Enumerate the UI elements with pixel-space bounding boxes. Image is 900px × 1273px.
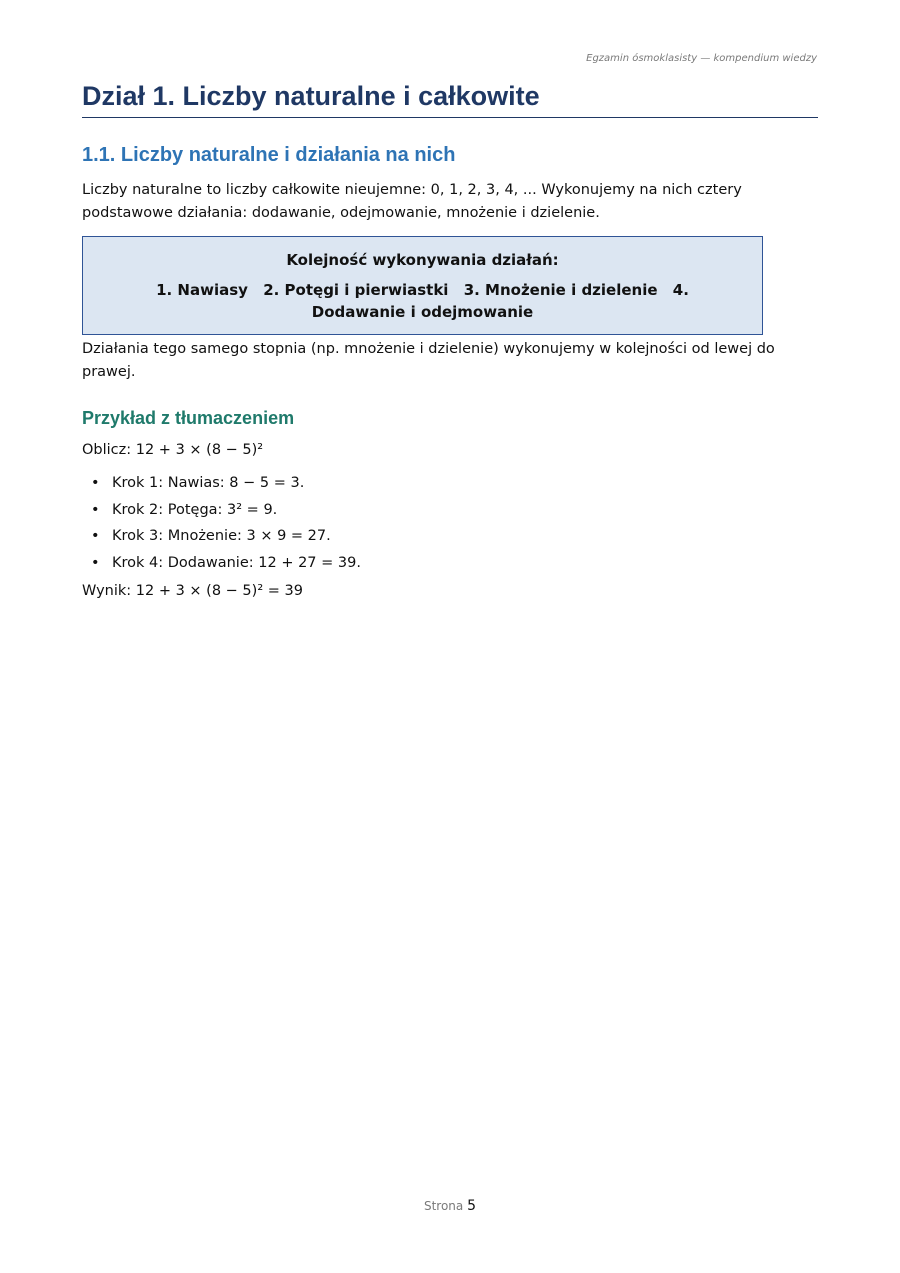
bullet-icon: • bbox=[91, 501, 100, 518]
rule-step: 1. Nawiasy bbox=[156, 281, 248, 299]
same-level-note: Działania tego samego stopnia (np. mnożenie i dzielenie) wykonujemy w kolejności od lewej do prawej. bbox=[82, 341, 775, 380]
chapter-title: Dział 1. Liczby naturalne i całkowite bbox=[82, 80, 818, 118]
rule-step: 2. Potęgi i pierwiastki bbox=[263, 281, 449, 299]
bullet-icon: • bbox=[91, 475, 100, 491]
list-item bbox=[82, 499, 361, 526]
page-number: 5 bbox=[467, 1198, 477, 1214]
rule-box-title: Kolejność wykonywania działań: bbox=[286, 251, 559, 269]
bullet-icon: • bbox=[91, 528, 100, 544]
example-result: Wynik: 12 + 3 × (8 − 5)² = 39 bbox=[82, 583, 303, 599]
example-task: Oblicz: 12 + 3 × (8 − 5)² bbox=[82, 442, 264, 458]
step-text: Krok 3: Mnożenie: 3 × 9 = 27. bbox=[112, 528, 331, 544]
step-text: Krok 1: Nawias: 8 − 5 = 3. bbox=[112, 475, 305, 491]
order-of-operations-box bbox=[82, 236, 763, 335]
list-item bbox=[82, 525, 361, 552]
section-title: 1.1. Liczby naturalne i działania na nich bbox=[82, 144, 456, 166]
step-text: Krok 2: Potęga: 3² = 9. bbox=[112, 501, 278, 518]
example-steps-list bbox=[82, 472, 361, 578]
bullet-icon: • bbox=[91, 554, 100, 571]
rule-box-steps bbox=[83, 279, 762, 323]
intro-paragraph: Liczby naturalne to liczby całkowite nieujemne: 0, 1, 2, 3, 4, ... Wykonujemy na nich cztery podstawowe działania: dodawanie, odejmowanie, mnożenie i dzielenie. bbox=[82, 182, 742, 221]
list-item bbox=[82, 552, 361, 579]
rule-step: 4. Dodawanie i odejmowanie bbox=[311, 281, 689, 321]
rule-step: 3. Mnożenie i dzielenie bbox=[463, 281, 658, 299]
running-header: Egzamin ósmoklasisty — kompendium wiedzy bbox=[586, 53, 817, 64]
footer-label: Strona bbox=[423, 1199, 464, 1213]
list-item bbox=[82, 472, 361, 499]
step-text: Krok 4: Dodawanie: 12 + 27 = 39. bbox=[112, 554, 361, 571]
example-title: Przykład z tłumaczeniem bbox=[82, 408, 295, 428]
page-footer bbox=[0, 1198, 900, 1214]
